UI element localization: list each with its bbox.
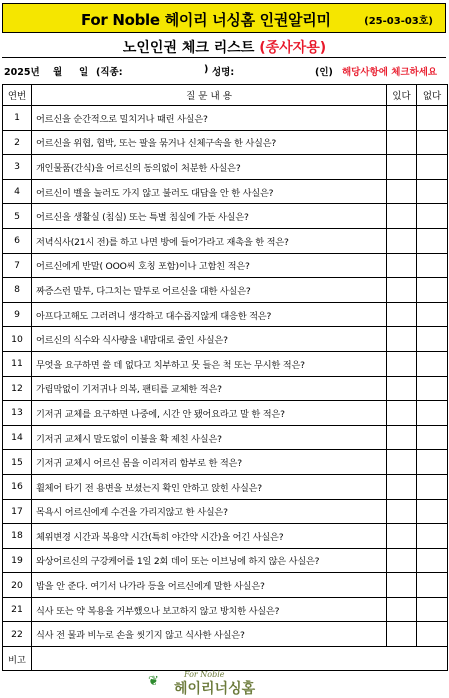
row-number: 21 xyxy=(3,597,32,622)
checkbox-yes[interactable] xyxy=(387,450,417,475)
row-number: 14 xyxy=(3,425,32,450)
row-number: 10 xyxy=(3,327,32,352)
document-code: (25-03-03호) xyxy=(364,16,433,27)
table-row xyxy=(3,450,448,475)
checkbox-no[interactable] xyxy=(417,179,448,204)
header-title: For Noble 헤이리 너싱홈 인권알리미 xyxy=(81,11,331,29)
subtitle-main: 노인인권 체크 리스트 xyxy=(122,40,260,56)
row-question: 아프다고해도 그러려니 생각하고 대수롭지않게 대응한 적은? xyxy=(32,302,387,327)
checkbox-yes[interactable] xyxy=(387,597,417,622)
info-role-field[interactable]: (직종: xyxy=(96,67,123,78)
row-number: 8 xyxy=(3,278,32,303)
checkbox-yes[interactable] xyxy=(387,130,417,155)
table-row xyxy=(3,155,448,180)
checkbox-yes[interactable] xyxy=(387,548,417,573)
checkbox-no[interactable] xyxy=(417,204,448,229)
checkbox-no[interactable] xyxy=(417,622,448,647)
row-question: 기저귀 교체를 요구하면 나중에, 시간 안 됐어요라고 말 한 적은? xyxy=(32,401,387,426)
logo-name: 헤이리너싱홈 xyxy=(174,681,256,697)
table-row xyxy=(3,302,448,327)
checkbox-yes[interactable] xyxy=(387,622,417,647)
checkbox-yes[interactable] xyxy=(387,302,417,327)
header-no: 연번 xyxy=(3,85,32,106)
checkbox-yes[interactable] xyxy=(387,573,417,598)
table-row xyxy=(3,622,448,647)
table-row xyxy=(3,253,448,278)
checkbox-no[interactable] xyxy=(417,376,448,401)
checkbox-yes[interactable] xyxy=(387,351,417,376)
leaf-icon: ❦ xyxy=(148,674,159,689)
info-month: 월 xyxy=(53,67,63,78)
row-number: 15 xyxy=(3,450,32,475)
table-row xyxy=(3,548,448,573)
info-seal: (인) xyxy=(315,67,333,78)
row-question: 식사 또는 약 복용을 거부했으나 보고하지 않고 방치한 사실은? xyxy=(32,597,387,622)
row-number: 2 xyxy=(3,130,32,155)
row-question: 기저귀 교체시 어르신 몸을 이리저리 함부로 한 적은? xyxy=(32,450,387,475)
header-banner xyxy=(2,3,446,33)
remarks-label: 비고 xyxy=(3,647,32,671)
checkbox-no[interactable] xyxy=(417,597,448,622)
logo-script: For Noble xyxy=(184,670,225,679)
checkbox-no[interactable] xyxy=(417,548,448,573)
checkbox-yes[interactable] xyxy=(387,253,417,278)
checkbox-no[interactable] xyxy=(417,474,448,499)
table-row xyxy=(3,524,448,549)
row-question: 가림막없이 기저귀나 의복, 팬티를 교체한 적은? xyxy=(32,376,387,401)
row-number: 19 xyxy=(3,548,32,573)
table-row xyxy=(3,228,448,253)
info-instruction: 해당사항에 체크하세요 xyxy=(342,67,438,78)
checkbox-no[interactable] xyxy=(417,401,448,426)
row-question: 목욕시 어르신에게 수건을 가리지않고 한 사실은? xyxy=(32,499,387,524)
info-role-close: ) xyxy=(204,64,209,75)
info-name-field[interactable]: 성명: xyxy=(212,67,235,78)
footer-logo xyxy=(144,670,320,697)
remarks-field[interactable] xyxy=(32,647,448,671)
checkbox-yes[interactable] xyxy=(387,474,417,499)
checkbox-no[interactable] xyxy=(417,327,448,352)
checkbox-yes[interactable] xyxy=(387,106,417,131)
checkbox-yes[interactable] xyxy=(387,524,417,549)
row-question: 체위변경 시간과 복용약 시간(특히 야간약 시간)을 어긴 사실은? xyxy=(32,524,387,549)
header-no-col: 없다 xyxy=(417,85,448,106)
row-number: 17 xyxy=(3,499,32,524)
checkbox-no[interactable] xyxy=(417,155,448,180)
table-row xyxy=(3,573,448,598)
checkbox-no[interactable] xyxy=(417,499,448,524)
info-day: 일 xyxy=(79,67,89,78)
row-question: 기저귀 교체시 말도없이 이불을 확 제친 사실은? xyxy=(32,425,387,450)
row-question: 무엇을 요구하면 쓸 데 없다고 치부하고 못 들은 척 또는 무시한 적은? xyxy=(32,351,387,376)
checkbox-yes[interactable] xyxy=(387,327,417,352)
row-question: 어르신의 식수와 식사량을 내맘대로 줄인 사실은? xyxy=(32,327,387,352)
checkbox-yes[interactable] xyxy=(387,278,417,303)
row-question: 밥을 안 준다. 여기서 나가라 등을 어르신에게 말한 사실은? xyxy=(32,573,387,598)
checkbox-no[interactable] xyxy=(417,130,448,155)
table-row xyxy=(3,401,448,426)
table-row xyxy=(3,327,448,352)
remarks-row xyxy=(3,647,448,671)
row-question: 어르신을 순간적으로 밀치거나 때린 사실은? xyxy=(32,106,387,131)
checkbox-no[interactable] xyxy=(417,524,448,549)
table-header-row xyxy=(3,85,448,106)
checkbox-no[interactable] xyxy=(417,253,448,278)
row-question: 와상어르신의 구강케어를 1일 2회 데이 또는 이브닝에 하지 않은 사실은? xyxy=(32,548,387,573)
table-row xyxy=(3,130,448,155)
table-row xyxy=(3,106,448,131)
checkbox-yes[interactable] xyxy=(387,179,417,204)
subtitle-divider xyxy=(2,57,446,58)
checklist-table xyxy=(2,84,448,671)
checkbox-no[interactable] xyxy=(417,228,448,253)
row-number: 12 xyxy=(3,376,32,401)
row-number: 11 xyxy=(3,351,32,376)
row-number: 18 xyxy=(3,524,32,549)
row-number: 16 xyxy=(3,474,32,499)
checkbox-no[interactable] xyxy=(417,106,448,131)
row-number: 13 xyxy=(3,401,32,426)
checkbox-no[interactable] xyxy=(417,573,448,598)
row-question: 짜증스런 말투, 다그치는 말투로 어르신을 대한 사실은? xyxy=(32,278,387,303)
checkbox-yes[interactable] xyxy=(387,228,417,253)
checkbox-yes[interactable] xyxy=(387,204,417,229)
row-question: 어르신을 위협, 협박, 또는 팔을 묶거나 신체구속을 한 사실은? xyxy=(32,130,387,155)
row-question: 어르신에게 반말( OOO씨 호칭 포함)이나 고함친 적은? xyxy=(32,253,387,278)
checkbox-no[interactable] xyxy=(417,425,448,450)
row-number: 22 xyxy=(3,622,32,647)
table-row xyxy=(3,278,448,303)
table-row xyxy=(3,351,448,376)
table-row xyxy=(3,179,448,204)
row-number: 3 xyxy=(3,155,32,180)
checkbox-no[interactable] xyxy=(417,278,448,303)
row-question: 어르신을 생활실 (침실) 또는 특별 침실에 가둔 사실은? xyxy=(32,204,387,229)
table-row xyxy=(3,597,448,622)
checkbox-yes[interactable] xyxy=(387,499,417,524)
row-question: 개인물품(간식)을 어르신의 동의없이 처분한 사실은? xyxy=(32,155,387,180)
checkbox-no[interactable] xyxy=(417,302,448,327)
row-question: 저녁식사(21시 전)를 하고 나면 방에 들어가라고 재촉을 한 적은? xyxy=(32,228,387,253)
row-number: 6 xyxy=(3,228,32,253)
table-row xyxy=(3,474,448,499)
table-row xyxy=(3,204,448,229)
row-question: 어르신이 벨을 눌러도 가지 않고 불러도 대답을 안 한 사실은? xyxy=(32,179,387,204)
checkbox-yes[interactable] xyxy=(387,425,417,450)
checkbox-no[interactable] xyxy=(417,450,448,475)
checkbox-no[interactable] xyxy=(417,351,448,376)
checkbox-yes[interactable] xyxy=(387,376,417,401)
subtitle-accent: (종사자용) xyxy=(259,40,327,56)
row-number: 20 xyxy=(3,573,32,598)
row-number: 9 xyxy=(3,302,32,327)
row-number: 4 xyxy=(3,179,32,204)
table-row xyxy=(3,425,448,450)
checkbox-yes[interactable] xyxy=(387,155,417,180)
row-number: 5 xyxy=(3,204,32,229)
table-row xyxy=(3,376,448,401)
row-question: 휠체어 타기 전 용변을 보셨는지 확인 안하고 앉힌 사실은? xyxy=(32,474,387,499)
header-yes: 있다 xyxy=(387,85,417,106)
info-year: 2025년 xyxy=(4,67,40,78)
header-question: 질 문 내 용 xyxy=(32,85,387,106)
table-row xyxy=(3,499,448,524)
page-subtitle xyxy=(0,37,449,57)
row-number: 1 xyxy=(3,106,32,131)
row-number: 7 xyxy=(3,253,32,278)
row-question: 식사 전 물과 비누로 손을 씻기지 않고 식사한 사실은? xyxy=(32,622,387,647)
checkbox-yes[interactable] xyxy=(387,401,417,426)
